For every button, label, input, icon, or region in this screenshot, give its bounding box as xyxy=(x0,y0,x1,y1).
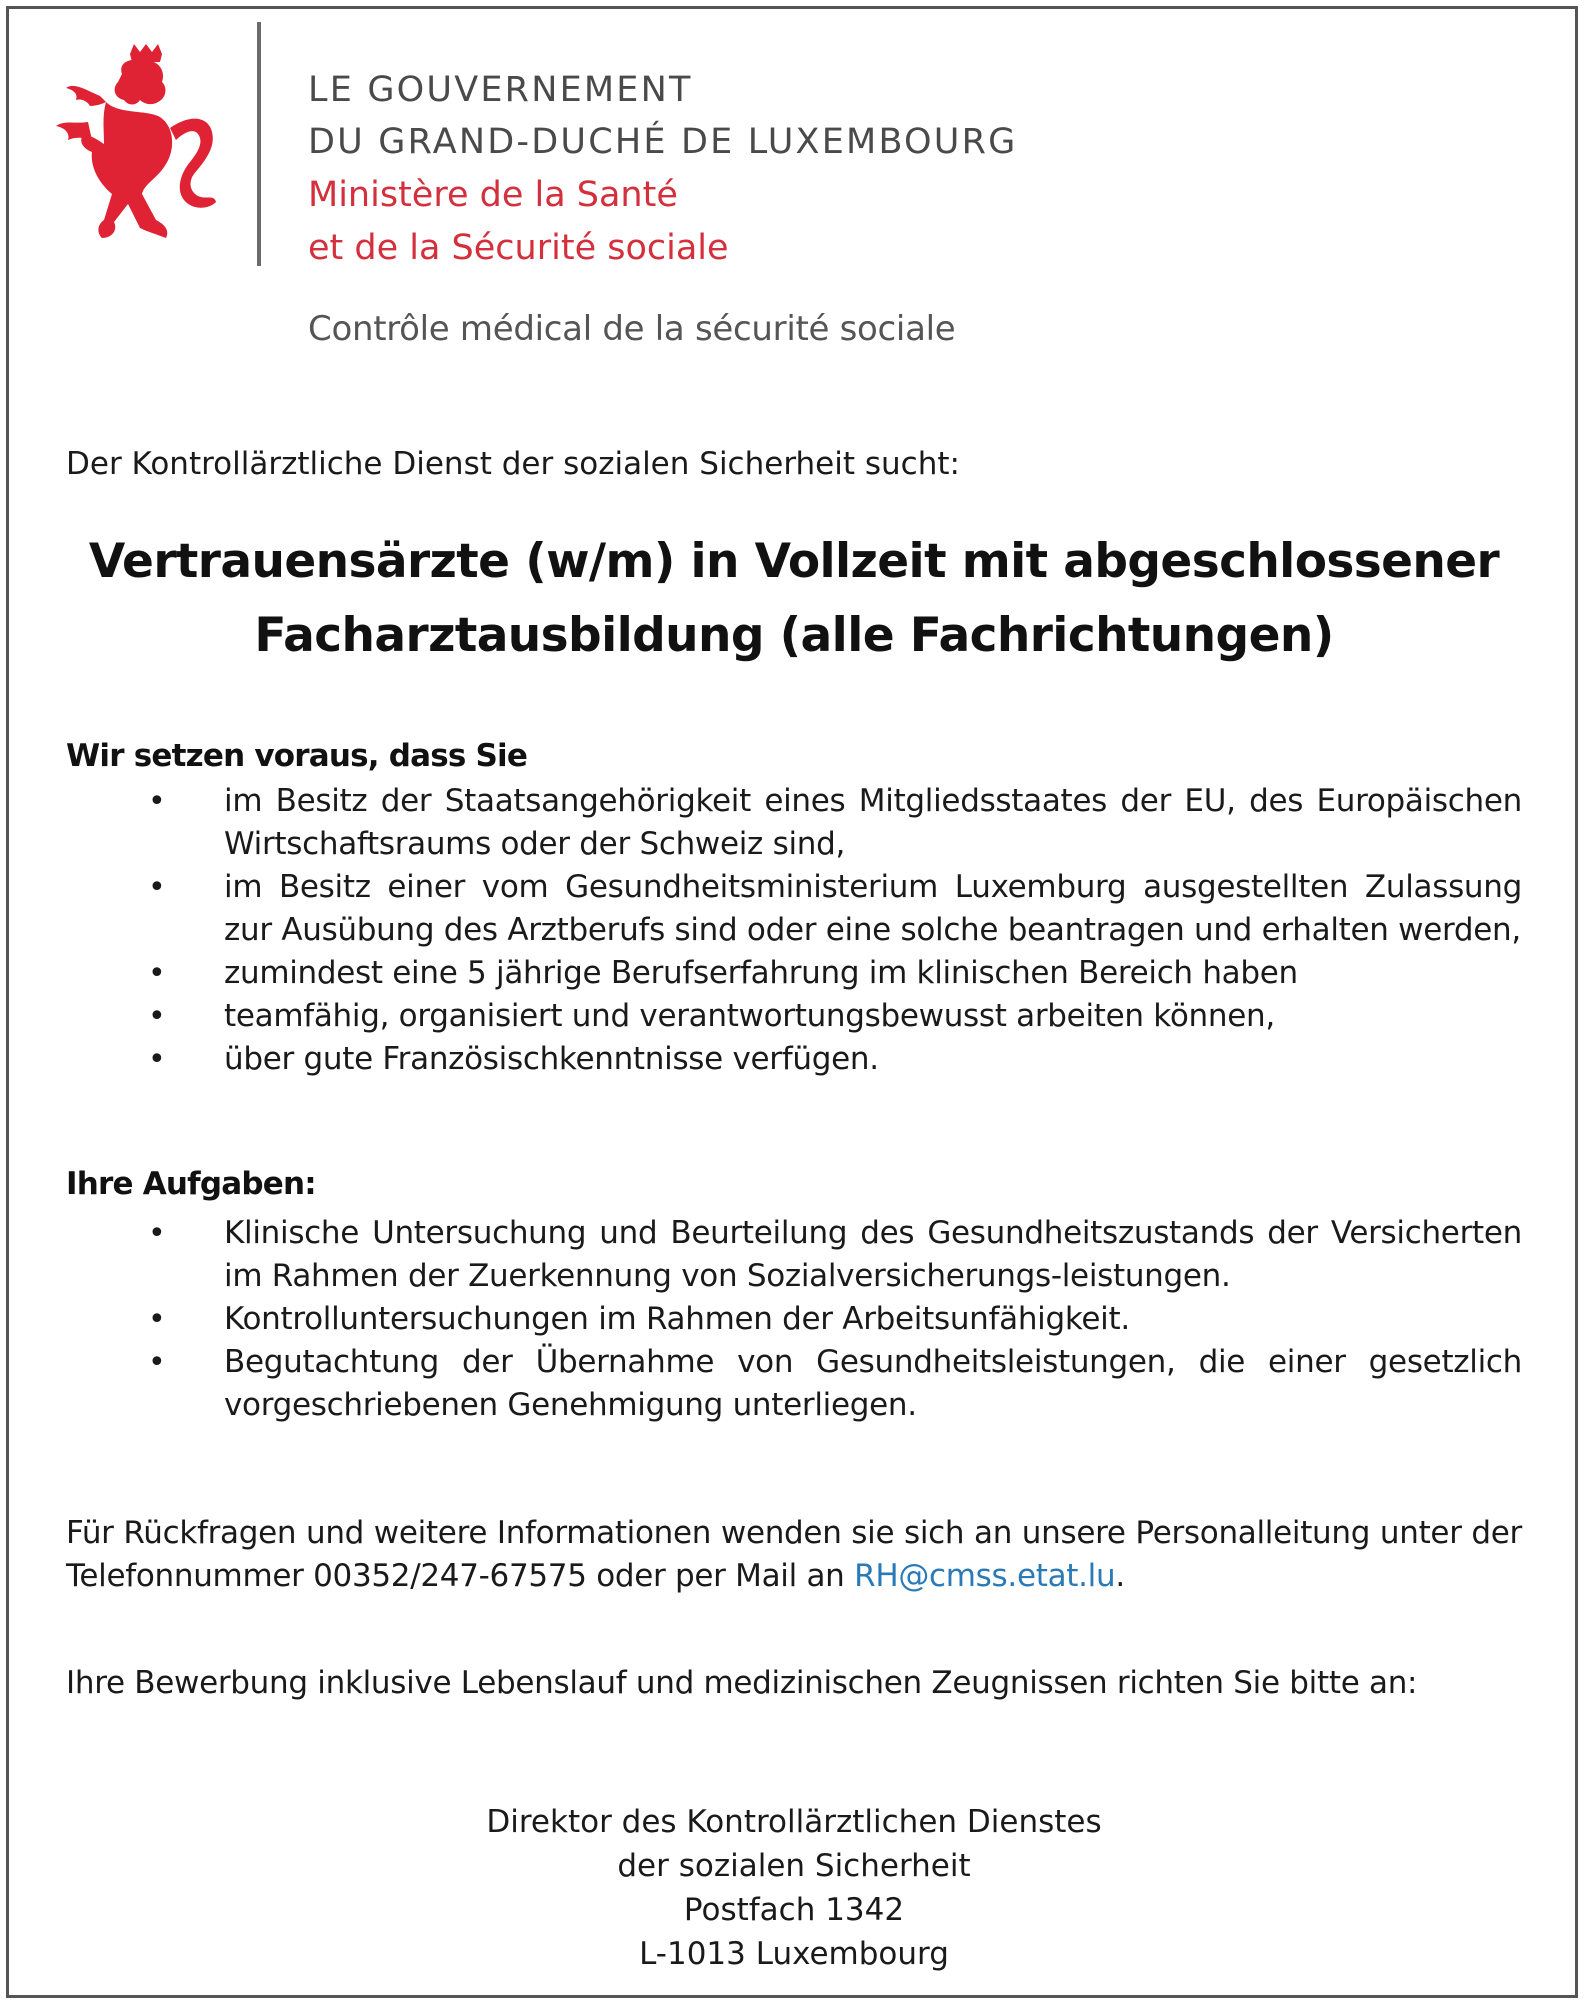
contact-email-link[interactable]: RH@cmss.etat.lu xyxy=(854,1558,1116,1594)
address-line-1: Direktor des Kontrollärztlichen Dienstes xyxy=(486,1804,1102,1840)
government-line-2: DU GRAND-DUCHÉ DE LUXEMBOURG xyxy=(308,122,1018,162)
tasks-heading: Ihre Aufgaben: xyxy=(66,1166,316,1202)
requirement-item: • zumindest eine 5 jährige Berufserfahrung im klinischen Bereich haben xyxy=(66,952,1522,995)
application-paragraph: Ihre Bewerbung inklusive Lebenslauf und medizinischen Zeugnissen richten Sie bitte an: xyxy=(66,1665,1418,1701)
task-item: • Klinische Untersuchung und Beurteilung des Gesundheitszustands der Versicherten im Rahmen der Zuerkennung von Sozialversicherungs-leistungen. xyxy=(66,1212,1522,1298)
requirements-heading: Wir setzen voraus, dass Sie xyxy=(66,738,528,774)
ministry-line-2: et de la Sécurité sociale xyxy=(308,228,729,268)
job-title-line-2: Facharztausbildung (alle Fachrichtungen) xyxy=(254,608,1334,663)
address-line-3: Postfach 1342 xyxy=(683,1892,905,1928)
contact-paragraph xyxy=(66,1512,1522,1598)
tasks-list xyxy=(66,1212,1522,1427)
requirements-list xyxy=(66,780,1522,1081)
requirement-item: • teamfähig, organisiert und verantwortungsbewusst arbeiten können, xyxy=(66,995,1522,1038)
address-line-4: L-1013 Luxembourg xyxy=(639,1936,949,1972)
task-item: • Begutachtung der Übernahme von Gesundheitsleistungen, die einer gesetzlich vorgeschriebenen Genehmigung unterliegen. xyxy=(66,1341,1522,1427)
requirement-item: • im Besitz einer vom Gesundheitsministerium Luxemburg ausgestellten Zulassung zur Ausübung des Arztberufs sind oder eine solche beantragen und erhalten werden, xyxy=(66,866,1522,952)
postal-address xyxy=(66,1800,1522,1976)
contact-text: Für Rückfragen und weitere Informationen wenden sie sich an unsere Personalleitung unter der Telefonnummer 00352/247-67575 oder per Mail an xyxy=(66,1515,1522,1594)
intro-text: Der Kontrollärztliche Dienst der sozialen Sicherheit sucht: xyxy=(66,446,960,482)
ministry-line-1: Ministère de la Santé xyxy=(308,175,678,215)
contact-text-end: . xyxy=(1115,1558,1125,1594)
government-line-1: LE GOUVERNEMENT xyxy=(308,70,693,110)
header-divider xyxy=(257,22,261,266)
task-item: • Kontrolluntersuchungen im Rahmen der Arbeitsunfähigkeit. xyxy=(66,1298,1522,1341)
address-line-2: der sozialen Sicherheit xyxy=(617,1848,971,1884)
requirement-item: • im Besitz der Staatsangehörigkeit eines Mitgliedsstaates der EU, des Europäischen Wirtschaftsraums oder der Schweiz sind, xyxy=(66,780,1522,866)
department-name: Contrôle médical de la sécurité sociale xyxy=(308,309,956,349)
job-title-line-1: Vertrauensärzte (w/m) in Vollzeit mit abgeschlossener xyxy=(88,534,1500,589)
luxembourg-lion-emblem-icon xyxy=(48,44,218,244)
requirement-item: • über gute Französischkenntnisse verfügen. xyxy=(66,1038,1522,1081)
